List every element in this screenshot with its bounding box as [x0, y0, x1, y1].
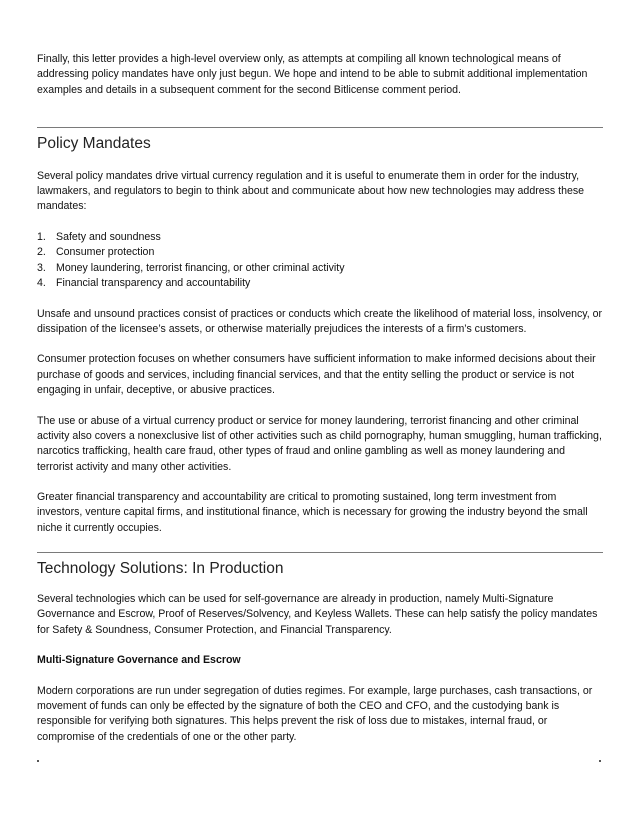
policy-mandates-heading: Policy Mandates — [37, 134, 151, 152]
transparency-paragraph: Greater financial transparency and accountability are critical to promoting sustained, long term investment from investors, venture capital firms, and institutional finance, which is necessary for growing the industry beyond the small niche it currently occupies. — [37, 491, 588, 534]
page-corner-mark — [599, 760, 601, 762]
list-item: 2. Consumer protection — [37, 246, 155, 259]
intro-paragraph: Finally, this letter provides a high-level overview only, as attempts at compiling all known technological means of addressing policy mandates have only just begun. We hope and intend to be able to submit additional implementation examples and details in a subsequent comment for the second Bitlicense comment period. — [37, 53, 588, 96]
policy-mandates-list — [37, 230, 603, 291]
technology-solutions-heading: Technology Solutions: In Production — [37, 560, 284, 578]
list-item: 4. Financial transparency and accountability — [37, 276, 251, 289]
consumer-protection-paragraph: Consumer protection focuses on whether consumers have sufficient information to make informed decisions about their purchase of goods and services, including financial services, and that the entity selling the product or service is not engaging in unfair, deceptive, or abusive practices. — [37, 353, 596, 397]
multisig-paragraph: Modern corporations are run under segregation of duties regimes. For example, large purchases, cash transactions, or movement of funds can only be effected by the signature of both the CEO and CFO, and the custodying bank is responsible for verifying both signatures. This helps prevent the risk of loss due to mistakes, internal fraud, or compromise of the credentials of one or the other party. — [37, 684, 593, 743]
unsafe-practices-paragraph: Unsafe and unsound practices consist of practices or conducts which create the likelihood of material loss, insolvency, or dissipation of the licensee’s assets, or otherwise materially prejudices the interests of a firm’s customers. — [37, 307, 603, 335]
multisig-subheading: Multi-Signature Governance and Escrow — [37, 654, 241, 667]
tech-lead-paragraph: Several technologies which can be used for self-governance are already in production, namely Multi-Signature Governance and Escrow, Proof of Reserves/Solvency, and Keyless Wallets. These can help satisfy the policy mandates for Safety & Soundness, Consumer Protection, and Financial Transparency. — [37, 593, 598, 636]
money-laundering-paragraph: The use or abuse of a virtual currency product or service for money laundering, terrorist financing and other criminal activity also covers a nonexclusive list of other activities such as child pornography, human smuggling, human trafficking, narcotics trafficking, health care fraud, other types of fraud and online gambling as well as money laundering and terrorist activity and many other activities. — [37, 414, 602, 473]
document-page — [37, 52, 603, 745]
policy-lead-paragraph: Several policy mandates drive virtual currency regulation and it is useful to enumerate them in order for the industry, lawmakers, and regulators to begin to think about and communicate about how new technologies may address these mandates: — [37, 169, 585, 213]
list-item: 1. Safety and soundness — [37, 231, 161, 244]
list-item: 3. Money laundering, terrorist financing, or other criminal activity — [37, 261, 345, 274]
page-corner-mark — [37, 760, 39, 762]
